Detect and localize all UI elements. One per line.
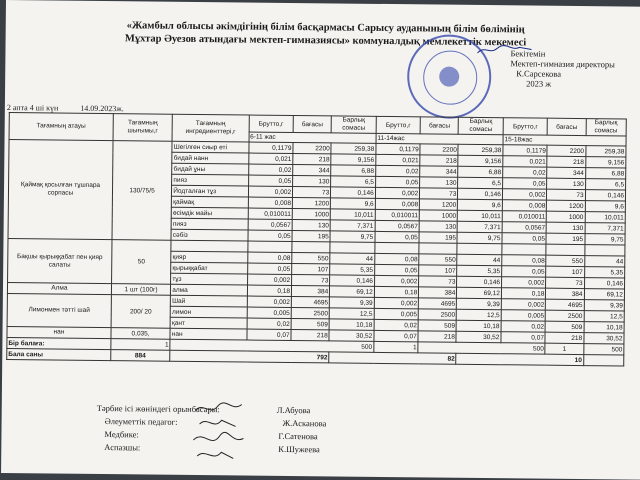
price-value: 73	[419, 276, 457, 287]
total-value: 6,5	[585, 179, 625, 190]
col-total-2: Барлық сомасы	[459, 117, 504, 134]
price-value: 130	[547, 222, 585, 233]
signature-role: Әлеуметтік педагог:	[104, 416, 178, 427]
gross-value: 0,008	[502, 200, 547, 211]
price-value: 218	[418, 331, 456, 342]
price-value: 384	[292, 286, 330, 297]
price-value: 1200	[420, 199, 458, 210]
dish-yield: 200/ 20	[111, 295, 171, 329]
total-value: 69,12	[457, 287, 502, 298]
gross-value: 0,02	[248, 164, 293, 175]
price-value: 107	[419, 265, 457, 276]
dish-name: Алма	[7, 283, 111, 295]
gross-value: 0,05	[375, 231, 420, 242]
price-value: 218	[545, 332, 583, 343]
dish-name: Қаймақ қосылған тұшпара сорпасы	[8, 140, 113, 240]
gross-value: 0,02	[501, 321, 546, 332]
total-value: 5,35	[457, 265, 502, 276]
ingredient-name: тұз	[171, 273, 247, 285]
price-value: 218	[291, 330, 329, 341]
price-value: 107	[292, 264, 330, 275]
gross-value: 0,07	[374, 330, 419, 341]
approval-year: 2023 ж	[526, 78, 552, 89]
price-value: 218	[293, 154, 331, 165]
price-value: 4695	[419, 298, 457, 309]
menu-document	[1, 0, 640, 480]
gross-value: 0,002	[374, 275, 419, 286]
price-value: 73	[292, 275, 330, 286]
price-value: 550	[419, 254, 457, 265]
total-value: 9,75	[330, 231, 375, 242]
menu-week: 2 апта 4 ші күн	[6, 103, 59, 113]
total-value: 9,39	[457, 298, 502, 309]
price-value: 2200	[293, 143, 331, 154]
total-value: 7,371	[458, 221, 503, 232]
signature-name: Г.Сатенова	[278, 430, 318, 442]
gross-value: 0,0567	[502, 222, 547, 233]
ingredient-name: бидай нанн	[172, 152, 248, 164]
gross-value: 0,002	[248, 186, 293, 197]
total-value: 5,35	[330, 264, 375, 275]
total-value: 69,12	[330, 286, 375, 297]
signature-name: Л.Абуова	[276, 404, 311, 416]
price-value	[419, 243, 457, 254]
price-value: 384	[546, 288, 584, 299]
gross-value: 0,18	[501, 288, 546, 299]
price-value: 4695	[546, 299, 584, 310]
header-line-2: Мұхтар Әуезов атындағы мектеп-гимназиясы» коммуналдық мемлекеттік мекемесі	[124, 33, 527, 49]
total-value: 44	[584, 256, 624, 267]
total-value: 9,75	[585, 234, 625, 245]
total-value: 9,39	[584, 300, 624, 311]
handwritten-signatures	[191, 400, 252, 471]
gross-value: 0,07	[501, 332, 546, 343]
gross-value: 0,05	[502, 266, 547, 277]
price-value: 130	[293, 176, 331, 187]
gross-value: 0,021	[376, 154, 421, 165]
dish-yield: 50	[111, 240, 171, 285]
price-value: 550	[292, 253, 330, 264]
document-header	[6, 18, 640, 51]
gross-value: 0,0567	[375, 220, 420, 231]
ingredient-name: қырыққабат	[171, 262, 247, 274]
total-value: 9,156	[585, 157, 625, 168]
price-value: 130	[419, 221, 457, 232]
price-value: 130	[420, 177, 458, 188]
gross-value: 0,002	[501, 277, 546, 288]
header-line-1: «Жамбыл облысы әкімдігінің білім басқармасы Сарысу ауданының білім бөлімінің	[126, 20, 525, 36]
total-value: 259,38	[586, 146, 626, 157]
price-value: 1000	[292, 209, 330, 220]
total-value: 6,5	[331, 176, 376, 187]
price-value	[292, 242, 330, 253]
gross-value: 0,1179	[248, 142, 293, 153]
total-value: 30,52	[584, 333, 624, 344]
dish-yield: 130/75/5	[112, 141, 172, 241]
gross-value: 0,02	[247, 318, 292, 329]
col-ingredient: Тағамның ингредиенттері,г	[172, 114, 249, 142]
per-child-count-3: 1	[545, 343, 583, 354]
gross-value: 0,010011	[375, 209, 420, 220]
total-value: 0,146	[330, 275, 375, 286]
ingredient-name: Шай	[171, 295, 247, 307]
ingredient-name: өсімдік майы	[171, 207, 247, 219]
col-price-2: бағасы	[420, 117, 458, 134]
total-value: 0,146	[331, 187, 376, 198]
ingredient-name: Йодталған тұз	[172, 185, 248, 197]
gross-value: 0,002	[375, 187, 420, 198]
ingredient-name: лимон	[170, 306, 246, 318]
gross-value: 0,05	[375, 176, 420, 187]
total-value: 12,5	[457, 309, 502, 320]
col-dish: Тағамның атауы	[9, 113, 113, 141]
price-value: 344	[420, 166, 458, 177]
gross-value: 0,05	[247, 263, 292, 274]
gross-value: 0,002	[501, 299, 546, 310]
gross-value	[247, 241, 292, 252]
price-value: 1000	[547, 211, 585, 222]
gross-value: 0,05	[248, 175, 293, 186]
price-value: 130	[292, 220, 330, 231]
dish-name: нан	[7, 327, 111, 339]
children-count-label: Бала саны	[7, 349, 111, 361]
per-child-count-1: 1	[111, 339, 170, 351]
price-value: 2500	[418, 309, 456, 320]
gross-value: 0,021	[503, 156, 548, 167]
total-value: 259,38	[331, 143, 376, 154]
gross-value: 0,08	[375, 253, 420, 264]
total-value: 10,011	[458, 210, 503, 221]
total-value: 6,88	[585, 168, 625, 179]
total-value: 9,156	[458, 155, 503, 166]
gross-value: 0,18	[374, 286, 419, 297]
col-gross-1: Брутто,г	[249, 115, 294, 132]
total-value: 0,146	[584, 278, 624, 289]
gross-value: 0,05	[374, 264, 419, 275]
total-value: 9,6	[585, 201, 625, 212]
gross-value: 0,005	[501, 310, 546, 321]
per-child-label: Бір балаға:	[7, 338, 111, 350]
price-value: 73	[547, 189, 585, 200]
gross-value: 0,002	[374, 297, 419, 308]
total-value: 10,18	[584, 322, 624, 333]
total-value: 6,88	[331, 165, 376, 176]
total-value: 9,75	[457, 232, 502, 243]
children-count-1: 792	[170, 350, 329, 363]
total-value: 6,5	[458, 177, 503, 188]
total-value: 9,39	[330, 297, 375, 308]
gross-value: 0,18	[247, 285, 292, 296]
gross-value: 0,021	[248, 153, 293, 164]
children-count-empty	[583, 355, 623, 366]
price-value: 2200	[420, 144, 458, 155]
total-value: 30,52	[456, 331, 501, 342]
price-value: 344	[547, 167, 585, 178]
total-value: 5,35	[584, 267, 624, 278]
signature-name: Ж.Асканова	[282, 417, 327, 429]
ingredient-name: бидай ұны	[172, 163, 248, 175]
col-yield: Тағамның шығымы,г	[113, 114, 173, 142]
approval-name: К.Сарсекова	[516, 68, 562, 79]
price-value: 2500	[291, 308, 329, 319]
children-count-3: 10	[456, 353, 583, 365]
total-value: 0,146	[585, 190, 625, 201]
per-child-sum-1: 500	[170, 339, 374, 352]
total-value: 6,88	[458, 166, 503, 177]
menu-table	[6, 112, 627, 366]
price-value: 550	[546, 255, 584, 266]
total-value: 9,6	[331, 198, 376, 209]
dish-yield: 0,035,	[111, 328, 170, 340]
price-value: 509	[546, 321, 584, 332]
gross-value: 0,010011	[502, 211, 547, 222]
gross-value: 0,010011	[248, 208, 293, 219]
gross-value: 0,1179	[503, 145, 548, 156]
signature-role: Медбике:	[104, 429, 139, 440]
total-value: 7,371	[330, 220, 375, 231]
col-price-1: бағасы	[293, 116, 331, 133]
dish-yield: 1 шт (100г)	[111, 284, 170, 296]
col-gross-3: Брутто,г	[503, 118, 548, 135]
ingredient-name: пияз	[171, 218, 247, 230]
total-value: 69,12	[584, 289, 624, 300]
age-group-1: 6-11 жас	[249, 132, 376, 143]
gross-value: 0,002	[247, 296, 292, 307]
gross-value: 0,002	[502, 189, 547, 200]
price-value: 73	[546, 277, 584, 288]
dish-name: Бақшы қырыққабат пен қияр салаты	[8, 239, 112, 284]
gross-value: 0,005	[247, 307, 292, 318]
price-value: 218	[547, 156, 585, 167]
ingredient-name: қант	[170, 317, 246, 329]
total-value: 10,011	[330, 209, 375, 220]
total-value: 10,18	[456, 320, 501, 331]
gross-value: 0,05	[503, 178, 548, 189]
ingredient-name: алма	[171, 284, 247, 296]
price-value: 218	[420, 155, 458, 166]
gross-value: 0,08	[247, 252, 292, 263]
total-value: 0,146	[458, 188, 503, 199]
gross-value: 0,02	[503, 167, 548, 178]
total-value: 12,5	[584, 311, 624, 322]
price-value: 73	[293, 187, 331, 198]
price-value: 2200	[547, 145, 585, 156]
dish-name: Лимонмен тәтті шай	[7, 294, 111, 328]
price-value: 1200	[292, 198, 330, 209]
price-value: 195	[546, 233, 584, 244]
menu-date: 14.09.2023ж.	[80, 103, 124, 114]
price-value: 195	[419, 232, 457, 243]
price-value: 344	[293, 165, 331, 176]
total-value: 30,52	[329, 330, 374, 341]
gross-value: 0,0567	[248, 219, 293, 230]
total-value: 10,18	[329, 319, 374, 330]
price-value: 509	[418, 320, 456, 331]
children-count-2: 82	[329, 352, 456, 364]
children-count-total: 884	[111, 350, 170, 362]
price-value: 509	[291, 319, 329, 330]
price-value: 107	[546, 266, 584, 277]
ingredient-name: пияз	[172, 174, 248, 186]
gross-value	[502, 244, 547, 255]
total-value: 259,38	[458, 144, 503, 155]
per-child-sum-2: 500	[418, 342, 545, 354]
gross-value: 0,07	[247, 329, 292, 340]
total-value: 9,6	[458, 199, 503, 210]
approval-title: Бекітемін	[510, 48, 546, 59]
col-gross-2: Брутто,г	[376, 116, 421, 133]
total-value	[584, 245, 624, 256]
signature-role: Тәрбие ісі жөніндегі орынбасары:	[96, 402, 220, 415]
total-value: 12,5	[329, 308, 374, 319]
ingredient-name: Шегілген сиыр еті	[172, 141, 248, 153]
age-group-2: 11-14жас	[376, 133, 503, 144]
total-value	[457, 243, 502, 254]
gross-value: 0,05	[502, 233, 547, 244]
approval-position: Мектеп-гимназия директоры	[510, 58, 615, 70]
price-value: 384	[419, 287, 457, 298]
director-signature	[475, 43, 535, 58]
gross-value: 0,02	[375, 165, 420, 176]
per-child-count-2: 1	[374, 341, 419, 352]
total-value: 9,156	[331, 154, 376, 165]
price-value	[546, 244, 584, 255]
gross-value: 0,008	[248, 197, 293, 208]
age-group-3: 15-18жас	[503, 135, 626, 146]
ingredient-name: сәбіз	[171, 229, 247, 241]
gross-value: 0,002	[247, 274, 292, 285]
total-value	[330, 242, 375, 253]
price-value: 195	[292, 231, 330, 242]
per-child-sum-3: 500	[583, 344, 623, 355]
gross-value: 0,05	[248, 230, 293, 241]
price-value: 130	[547, 178, 585, 189]
gross-value: 0,02	[374, 319, 419, 330]
ingredient-name: қияр	[171, 251, 247, 263]
gross-value	[375, 242, 420, 253]
ingredient-name: қаймақ	[172, 196, 248, 208]
signature-name: К.Шужеева	[278, 443, 320, 455]
menu-body	[7, 140, 626, 344]
price-value: 1000	[419, 210, 457, 221]
total-value: 10,011	[585, 212, 625, 223]
total-value: 44	[330, 253, 375, 264]
total-value: 7,371	[585, 223, 625, 234]
gross-value: 0,005	[374, 308, 419, 319]
gross-value: 0,008	[375, 198, 420, 209]
total-value: 0,146	[457, 276, 502, 287]
col-total-3: Барлық сомасы	[586, 119, 627, 136]
gross-value: 0,1179	[376, 143, 421, 154]
ingredient-name: нан	[170, 328, 246, 340]
price-value: 1200	[547, 200, 585, 211]
signature-role: Аспазшы:	[104, 442, 141, 453]
col-price-3: бағасы	[548, 118, 586, 135]
gross-value: 0,08	[502, 255, 547, 266]
price-value: 2500	[546, 310, 584, 321]
total-value: 44	[457, 254, 502, 265]
ingredient-name	[171, 240, 247, 252]
price-value: 73	[420, 188, 458, 199]
col-total-1: Барлық сомасы	[331, 116, 376, 133]
price-value: 4695	[291, 297, 329, 308]
